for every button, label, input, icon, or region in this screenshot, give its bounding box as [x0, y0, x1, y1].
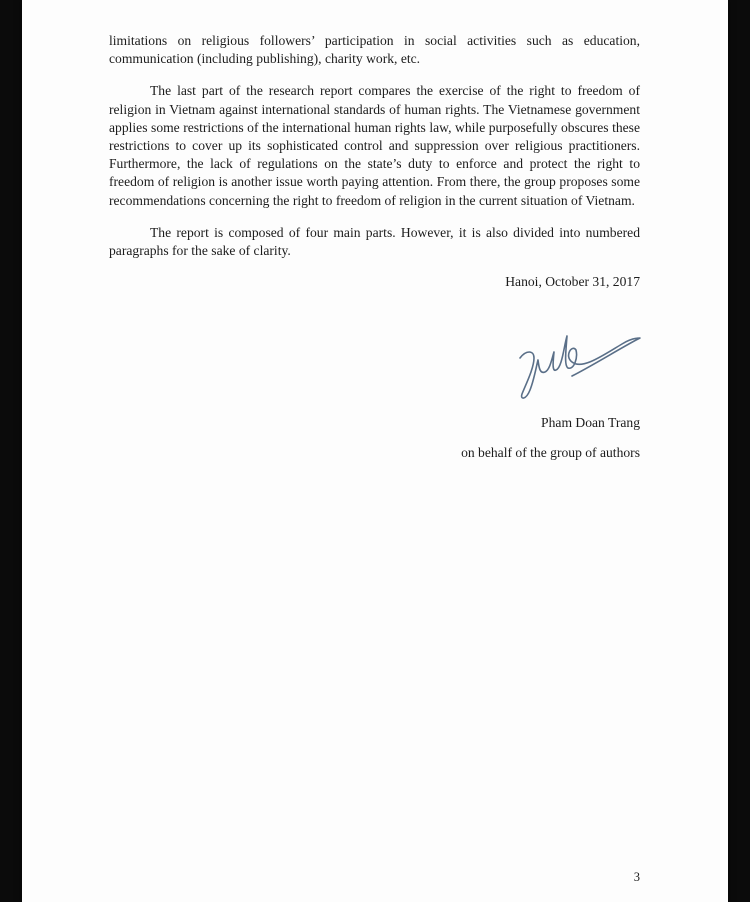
document-page — [22, 0, 728, 902]
place-date: Hanoi, October 31, 2017 — [505, 274, 640, 290]
paragraph-continuation: limitations on religious followers’ participation in social activities such as education, communication (including publishing), charity work, etc. — [109, 33, 640, 67]
paragraph-structure: The report is composed of four main parts. However, it is also divided into numbered paragraphs for the sake of clarity. — [109, 224, 640, 259]
paragraph-last-part: The last part of the research report compares the exercise of the right to freedom of religion in Vietnam against international standards of human rights. The Vietnamese government applies some restrictions of the international human rights law, while purposefully obscures these restrictions to cover up its sophisticated control and suppression over religious practitioners. Furthermore, the lack of regulations on the state’s duty to enforce and protect the right to freedom of religion is another issue worth paying attention. From there, the group proposes some recommendations concerning the right to freedom of religion in the current situation of Vietnam. — [109, 83, 640, 208]
signer-name: Pham Doan Trang — [541, 415, 640, 430]
signer-role: on behalf of the group of authors — [461, 445, 640, 460]
page-number: 3 — [633, 870, 640, 884]
signature-image — [512, 328, 652, 408]
page-body — [109, 32, 640, 291]
